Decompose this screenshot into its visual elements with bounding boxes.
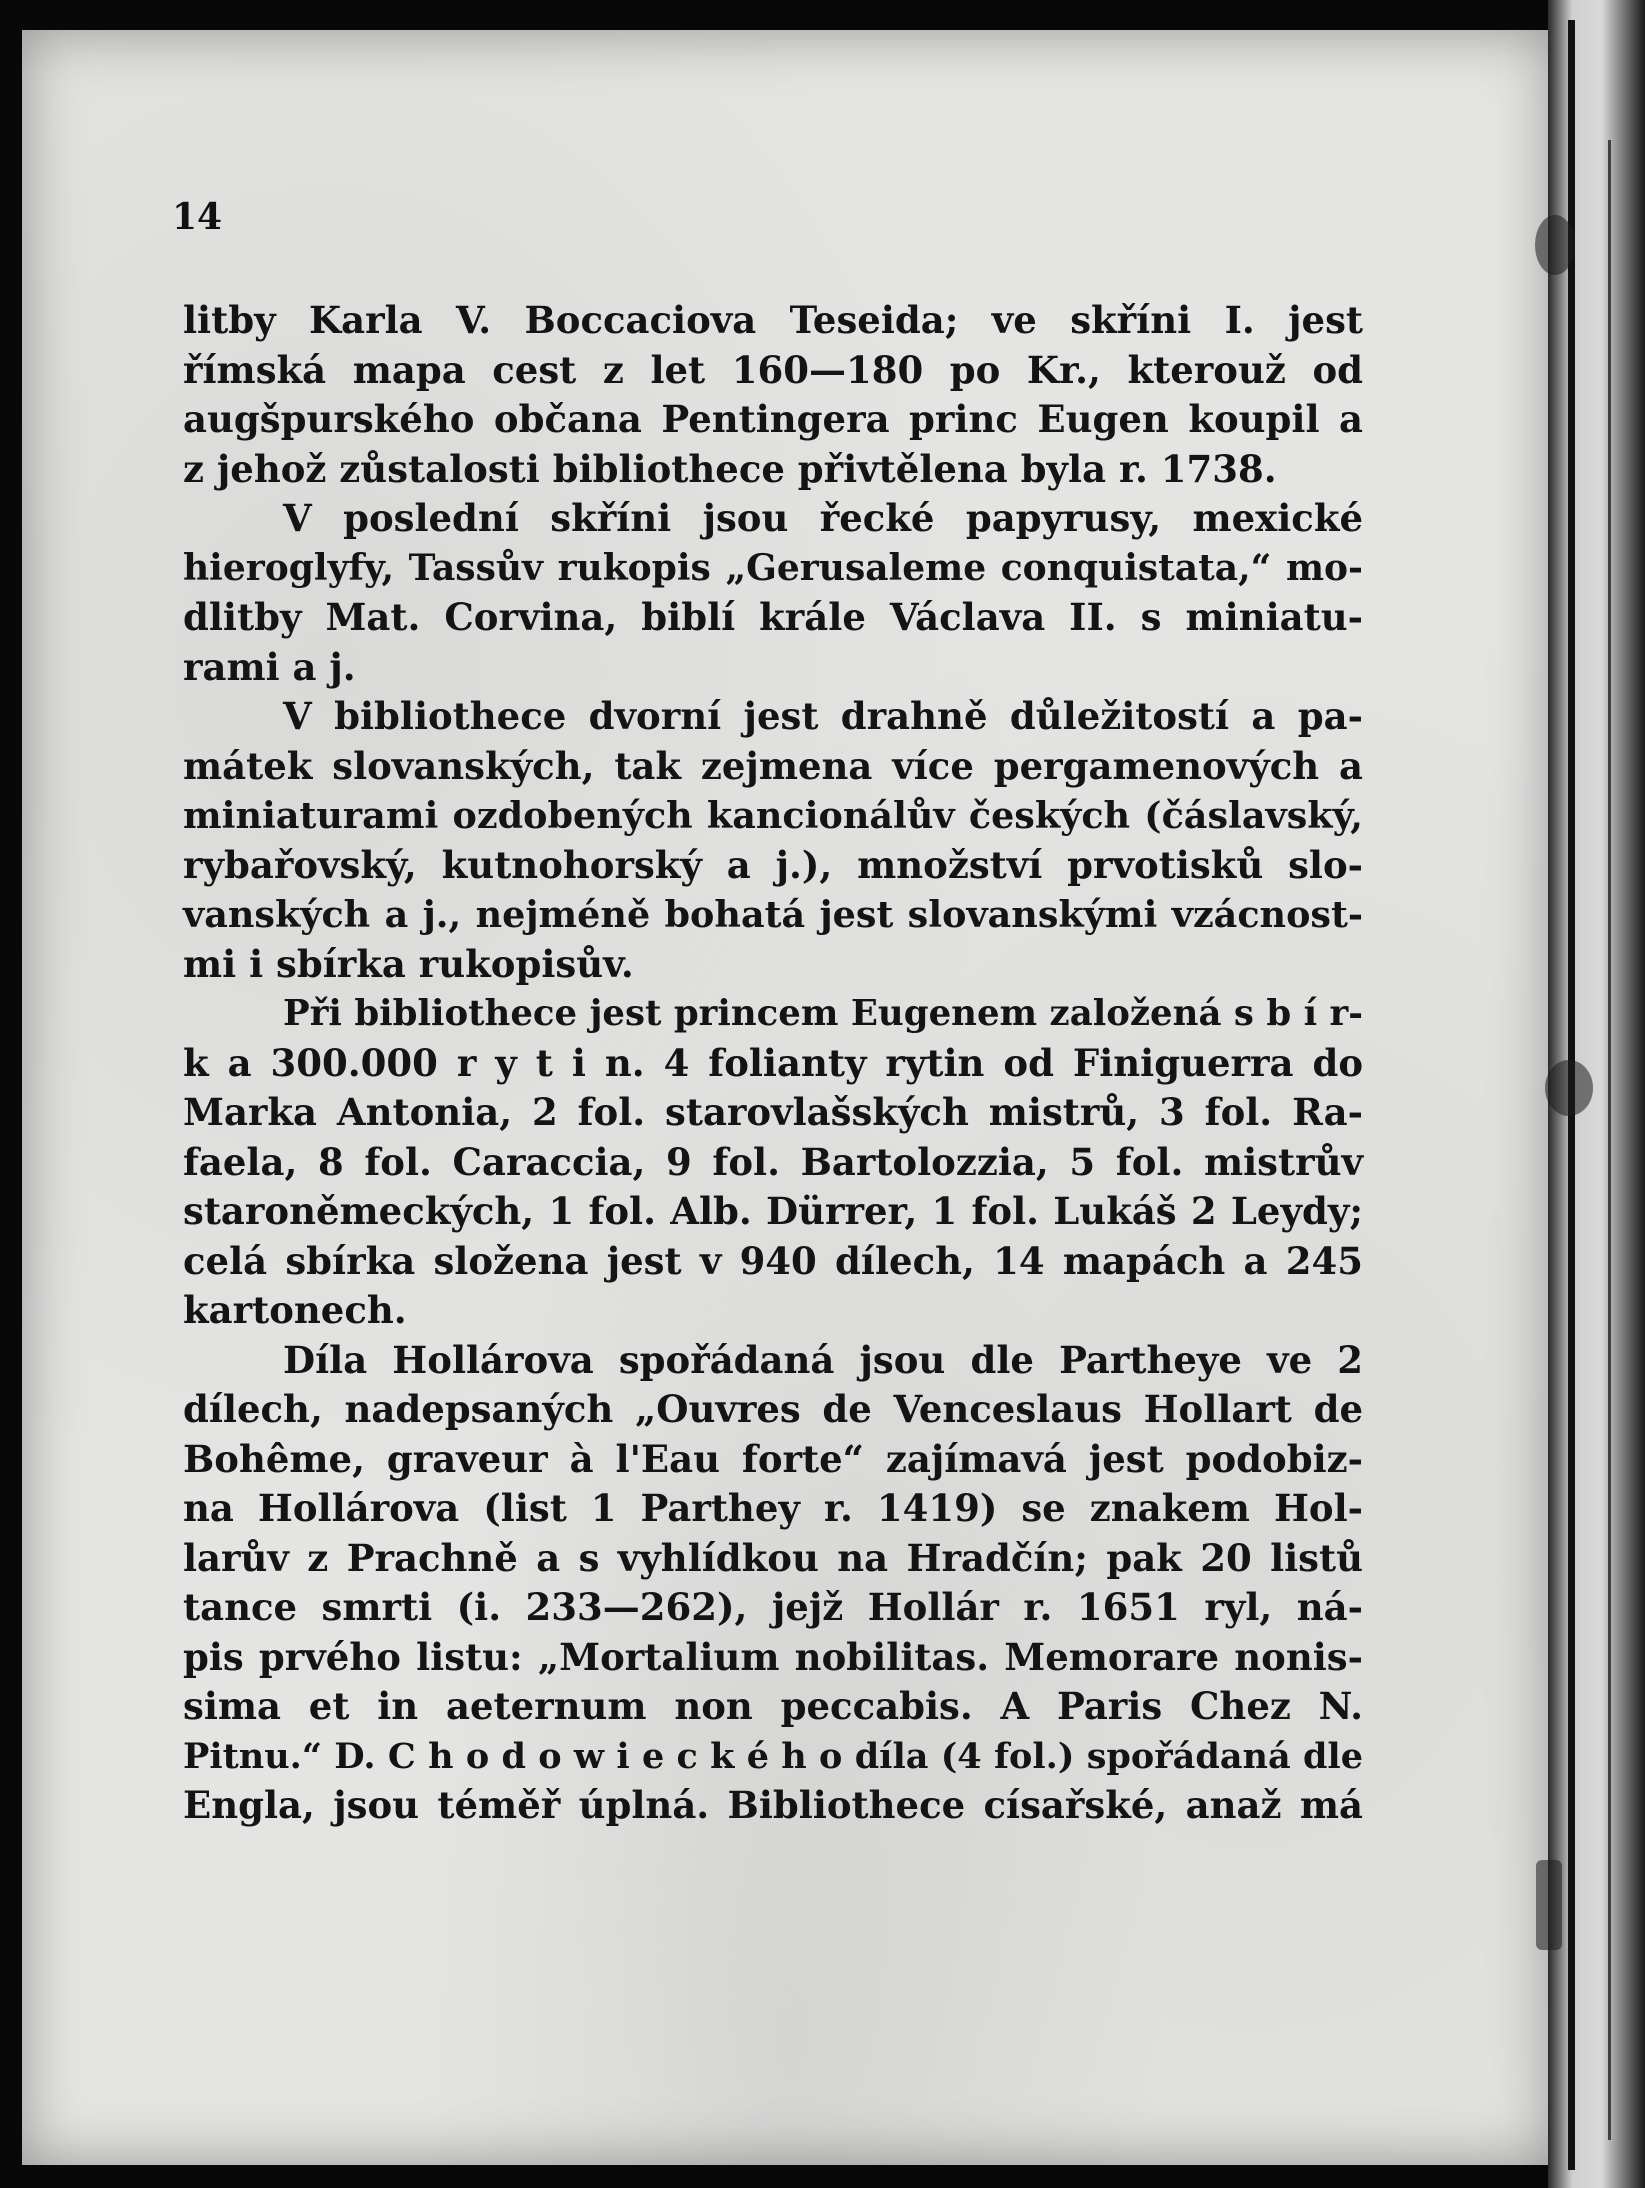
text-line: litby Karla V. Boccaciova Teseida; ve skříni I. jest [183, 298, 1363, 342]
ink-smudge [1535, 215, 1575, 275]
text-line: Díla Hollárova spořádaná jsou dle Partheye ve 2 [283, 1337, 1363, 1382]
text-line: rybařovský, kutnohorský a j.), množství prvotisků slo- [183, 842, 1363, 887]
text-line: hieroglyfy, Tassův rukopis „Gerusaleme conquistata,“ mo- [183, 546, 1363, 589]
text-line: z jehož zůstalosti bibliothece přivtělena byla r. 1738. [183, 446, 1277, 491]
text-line: k a 300.000 r y t i n. 4 folianty rytin od Finiguerra do [183, 1040, 1363, 1085]
ink-smudge [1545, 1060, 1593, 1116]
binding-edge-inner [1608, 140, 1611, 2140]
text-line: Bohême, graveur à l'Eau forte“ zajímavá jest podobiz- [183, 1436, 1363, 1481]
text-line: Při bibliothece jest princem Eugenem založená s b í r- [283, 993, 1363, 1034]
text-line: Marka Antonia, 2 fol. starovlašských mistrů, 3 fol. Ra- [183, 1090, 1363, 1134]
text-line: tance smrti (i. 233—262), jejž Hollár r. 1651 ryl, ná- [183, 1585, 1363, 1629]
text-line: augšpurského občana Pentingera princ Eugen koupil a [183, 397, 1363, 441]
text-line: Pitnu.“ D. C h o d o w i e c k é h o díla (4 fol.) spořádaná dle [183, 1735, 1363, 1777]
text-line: celá sbírka složena jest v 940 dílech, 14 mapách a 245 [183, 1238, 1363, 1283]
text-line: dílech, nadepsaných „Ouvres de Venceslaus Hollart de [183, 1387, 1363, 1431]
text-line: kartonech. [183, 1288, 407, 1332]
ink-smudge [1536, 1860, 1562, 1950]
text-line: faela, 8 fol. Caraccia, 9 fol. Bartolozzia, 5 fol. mistrův [183, 1139, 1363, 1184]
text-line: miniaturami ozdobených kancionálův českých (čáslavský, [183, 794, 1363, 837]
text-line: V poslední skříni jsou řecké papyrusy, mexické [283, 496, 1363, 540]
text-line: Engla, jsou téměř úplná. Bibliothece císařské, anaž má [183, 1783, 1363, 1827]
text-line: dlitby Mat. Corvina, biblí krále Václava II. s miniatu- [183, 595, 1363, 639]
text-line: staroněmeckých, 1 fol. Alb. Dürrer, 1 fol. Lukáš 2 Leydy; [183, 1189, 1363, 1233]
text-line: V bibliothece dvorní jest drahně důležitostí a pa- [283, 694, 1363, 738]
text-line: larův z Prachně a s vyhlídkou na Hradčín; pak 20 listů [183, 1535, 1363, 1580]
text-line: pis prvého listu: „Mortalium nobilitas. Memorare nonis- [183, 1634, 1363, 1679]
text-line: římská mapa cest z let 160—180 po Kr., kterouž od [183, 347, 1363, 392]
text-line: mi i sbírka rukopisův. [183, 941, 634, 986]
text-line: sima et in aeternum non peccabis. A Paris Chez N. [183, 1684, 1363, 1728]
body-text [183, 296, 1363, 1831]
text-line: na Hollárova (list 1 Parthey r. 1419) se znakem Hol- [183, 1486, 1363, 1530]
text-line: vanských a j., nejméně bohatá jest slovanskými vzácnost- [183, 893, 1363, 936]
page-number: 14 [172, 196, 223, 238]
text-line: rami a j. [183, 644, 356, 689]
text-line: mátek slovanských, tak zejmena více pergamenových a [183, 743, 1363, 788]
